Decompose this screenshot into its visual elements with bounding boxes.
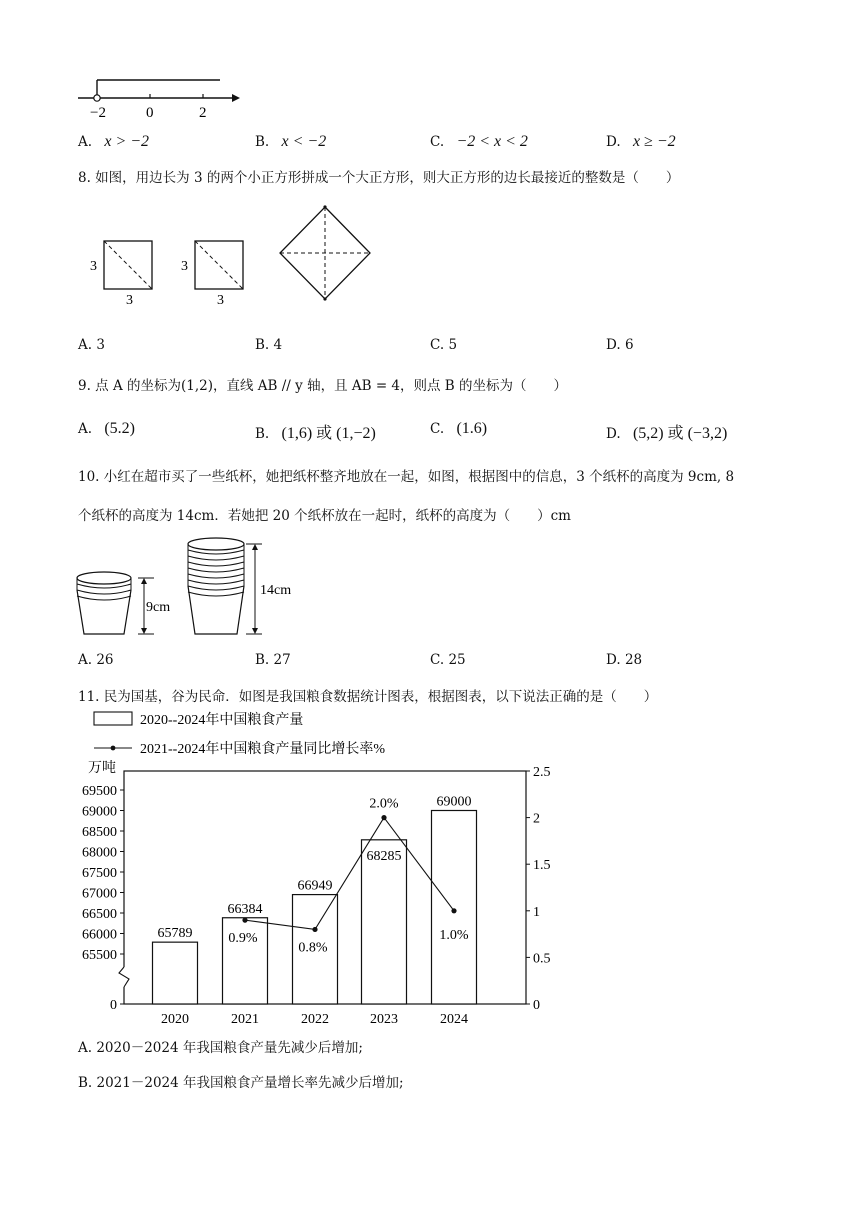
growth-rate-label: 0.8% (298, 940, 328, 956)
bar-value-label: 69000 (436, 794, 472, 810)
legend-bar-label: 2020--2024年中国粮食产量 (140, 713, 304, 728)
q11-stem: 11. 民为国基，谷为民命．如图是我国粮食数据统计图表，根据图表，以下说法正确的是（ ） (78, 689, 658, 705)
q10-cups-figure (74, 534, 324, 644)
q9-option-a: A. (5.2) (78, 420, 135, 437)
q9-stem: 9. 点 A 的坐标为(1,2)，直线 AB // y 轴，且 AB = 4，则点 B 的坐标为（ ） (78, 378, 568, 394)
q7-option-c: C. −2 < x < 2 (430, 133, 528, 150)
axis-break-icon (119, 967, 129, 987)
open-circle-icon (94, 95, 100, 101)
q8-stem: 8. 如图，用边长为 3 的两个小正方形拼成一个大正方形，则大正方形的边长最接近的整数是（ ） (78, 170, 680, 186)
right-axis-tick-label: 0 (533, 998, 540, 1013)
growth-rate-point (312, 927, 317, 932)
height-label-small: 9cm (146, 600, 171, 615)
y-unit-label: 万吨 (88, 761, 116, 776)
left-axis-tick-label: 68500 (82, 825, 117, 840)
bar-2023 (362, 840, 407, 1004)
q10-option-a: A. 26 (78, 652, 114, 668)
q9-option-d: D. (5,2) 或 (−3,2) (606, 425, 728, 442)
diagonal (104, 241, 152, 289)
side-label: 3 (181, 259, 188, 274)
x-tick-label: 2021 (231, 1012, 259, 1025)
left-axis-tick-label: 65500 (82, 948, 117, 963)
bar-2024 (432, 811, 477, 1005)
q10-stem-line2: 个纸杯的高度为 14cm．若她把 20 个纸杯放在一起时，纸杯的高度为（ ）cm (78, 508, 571, 524)
side-label: 3 (90, 259, 97, 274)
q8-option-c: C. 5 (430, 337, 458, 353)
q9-option-b: B. (1,6) 或 (1,−2) (255, 425, 376, 442)
bar-value-label: 68285 (366, 848, 402, 864)
growth-rate-line (245, 818, 454, 930)
growth-rate-label: 0.9% (228, 931, 258, 947)
q10-stem-line1: 10. 小红在超市买了一些纸杯，她把纸杯整齐地放在一起，如图，根据图中的信息，3 个纸杯的高度为 9cm, 8 (78, 469, 735, 485)
q10-option-b: B. 27 (255, 652, 291, 668)
number-line-figure (72, 72, 252, 122)
height-label-tall: 14cm (260, 583, 292, 598)
q7-option-d: D. x ≥ −2 (606, 133, 676, 150)
left-axis-tick-label: 69500 (82, 784, 117, 799)
tick-label: 0 (146, 105, 154, 121)
bar-value-label: 66949 (297, 878, 333, 894)
tick-label: 2 (199, 105, 207, 121)
q8-option-a: A. 3 (78, 337, 105, 353)
q11-option-b: B. 2021－2024 年我国粮食产量增长率先减少后增加; (78, 1075, 404, 1091)
q8-option-b: B. 4 (255, 337, 283, 353)
legend-bar-swatch (94, 712, 132, 725)
number-line-arrow-icon (232, 94, 240, 102)
bar-2020 (153, 942, 198, 1004)
diagonal (195, 241, 243, 289)
x-tick-label: 2023 (370, 1012, 398, 1025)
left-axis-tick-label: 66000 (82, 927, 117, 943)
x-tick-label: 2024 (440, 1012, 468, 1025)
growth-rate-point (242, 918, 247, 923)
q8-figure (80, 200, 400, 310)
growth-rate-point (451, 908, 456, 913)
right-axis-tick-label: 1.5 (533, 858, 551, 874)
right-axis-tick-label: 0.5 (533, 951, 551, 967)
x-tick-label: 2020 (161, 1012, 189, 1025)
growth-rate-label: 2.0% (369, 796, 399, 812)
left-axis-tick-label: 69000 (82, 804, 117, 820)
q10-option-c: C. 25 (430, 652, 466, 668)
bar-value-label: 66384 (227, 901, 263, 917)
q8-option-d: D. 6 (606, 337, 634, 353)
right-axis-tick-label: 1 (533, 904, 540, 920)
bar-value-label: 65789 (157, 926, 193, 942)
left-axis-tick-label: 68000 (82, 845, 117, 861)
growth-rate-point (381, 815, 386, 820)
grain-chart (70, 705, 570, 1025)
q10-option-d: D. 28 (606, 652, 643, 668)
side-label: 3 (217, 293, 224, 308)
left-axis-tick-label: 0 (110, 998, 117, 1013)
q7-option-b: B. x < −2 (255, 133, 327, 150)
cup-stack-small (77, 572, 131, 634)
left-axis-tick-label: 67000 (82, 886, 117, 902)
dimension-tall (246, 544, 291, 634)
q11-option-a: A. 2020－2024 年我国粮食产量先减少后增加; (78, 1040, 363, 1056)
side-label: 3 (126, 293, 133, 308)
q7-option-a: A. x > −2 (78, 133, 150, 150)
x-tick-label: 2022 (301, 1012, 329, 1025)
q9-option-c: C. (1.6) (430, 420, 488, 437)
right-axis-tick-label: 2.5 (533, 765, 551, 780)
dimension-small (138, 578, 170, 634)
growth-rate-label: 1.0% (439, 927, 469, 943)
left-axis-tick-label: 66500 (82, 907, 117, 922)
tick-label: −2 (90, 105, 106, 121)
left-axis-tick-label: 67500 (82, 866, 117, 881)
right-axis-tick-label: 2 (533, 811, 540, 827)
legend-line-label: 2021--2024年中国粮食产量同比增长率% (140, 742, 385, 757)
cup-stack-tall (188, 538, 244, 634)
